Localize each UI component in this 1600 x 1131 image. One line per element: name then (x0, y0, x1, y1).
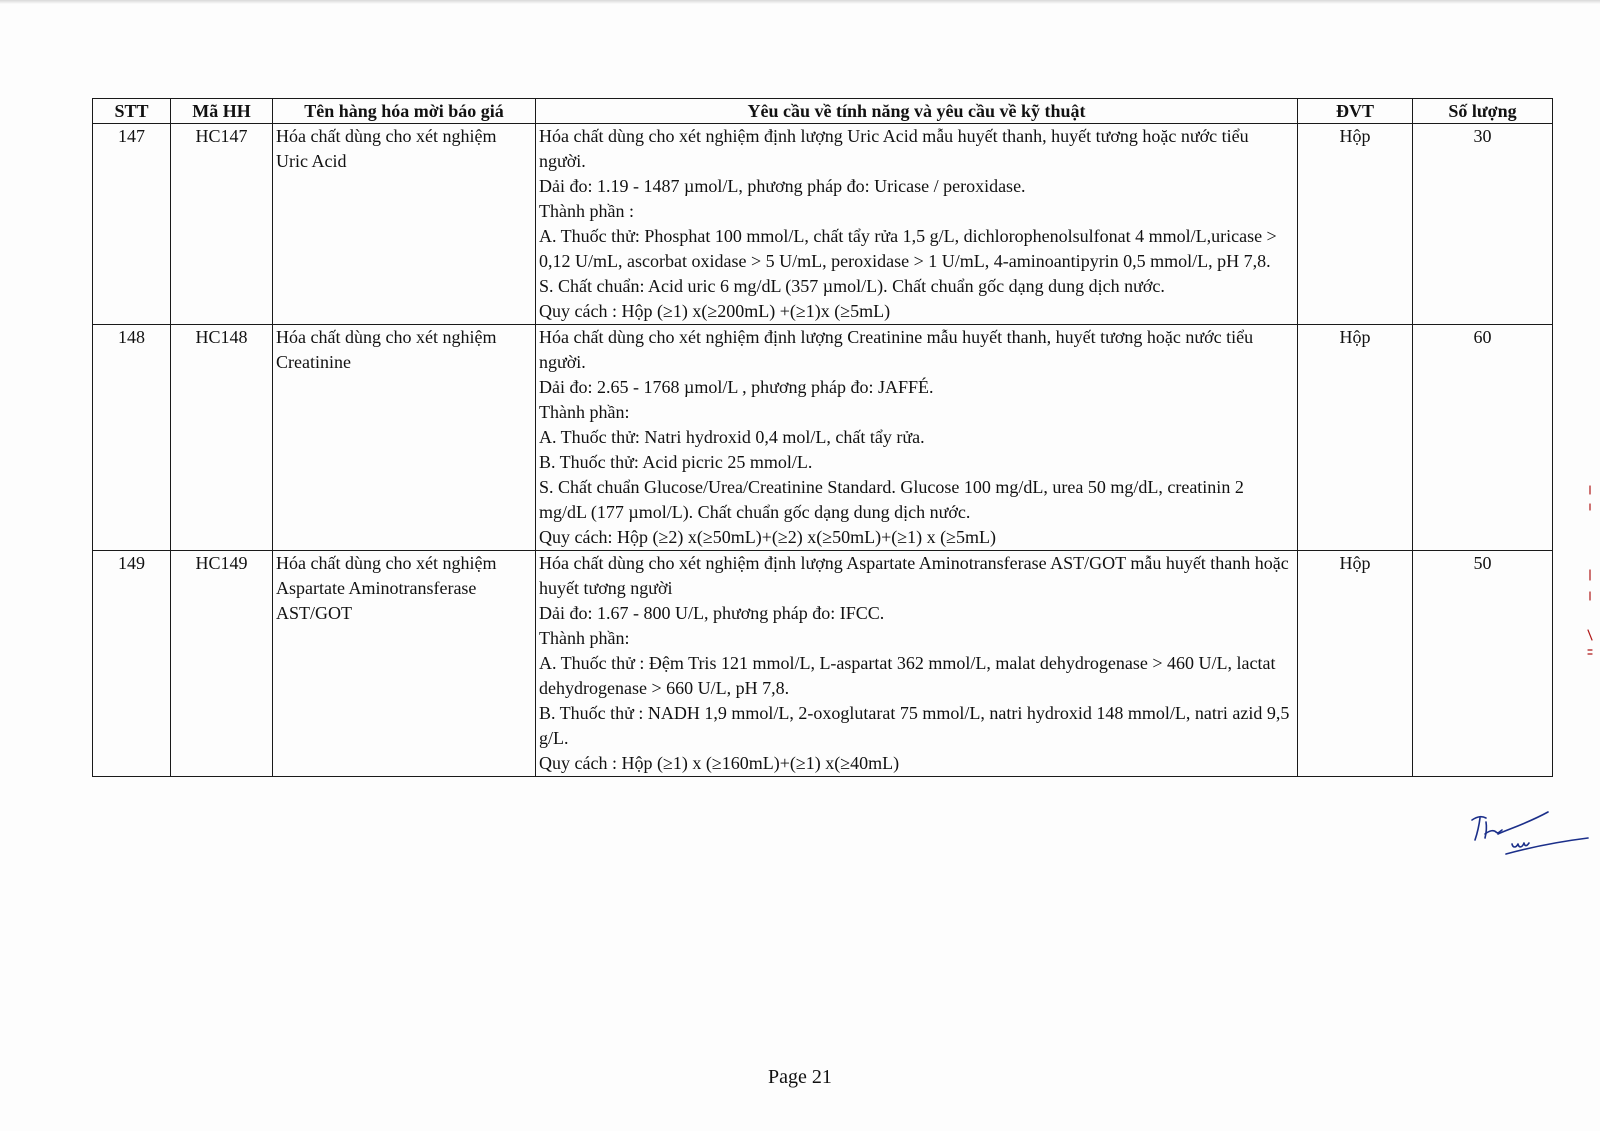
table-row (93, 551, 1553, 777)
row-stt: 149 (93, 551, 171, 777)
spec-line: Thành phần: (539, 402, 630, 422)
spec-line: Dải đo: 1.19 - 1487 µmol/L, phương pháp đo: Uricase / peroxidase. (539, 176, 1026, 196)
spec-line: Hóa chất dùng cho xét nghiệm định lượng Aspartate Aminotransferase AST/GOT mẫu huyết thanh hoặc huyết tương người (539, 553, 1289, 598)
header-qty: Số lượng (1413, 99, 1553, 124)
page-number: Page 21 (768, 1066, 832, 1088)
spec-line: B. Thuốc thử : NADH 1,9 mmol/L, 2-oxoglutarat 75 mmol/L, natri hydroxid 148 mmol/L, natri azid 9,5 g/L. (539, 703, 1290, 748)
table-row (93, 325, 1553, 551)
row-name: Hóa chất dùng cho xét nghiệm Uric Acid (273, 124, 536, 325)
spec-line: Quy cách: Hộp (≥2) x(≥50mL)+(≥2) x(≥50mL)+(≥1) x (≥5mL) (539, 527, 996, 547)
spec-line: Hóa chất dùng cho xét nghiệm định lượng Creatinine mẫu huyết thanh, huyết tương hoặc nước tiểu người. (539, 327, 1254, 372)
header-code: Mã HH (171, 99, 273, 124)
row-qty: 30 (1413, 124, 1553, 325)
row-code: HC147 (171, 124, 273, 325)
header-unit: ĐVT (1298, 99, 1413, 124)
spec-line: Thành phần: (539, 628, 630, 648)
table-header-row (93, 99, 1553, 124)
spec-line: A. Thuốc thử: Natri hydroxid 0,4 mol/L, chất tẩy rửa. (539, 427, 925, 447)
row-name: Hóa chất dùng cho xét nghiệm Aspartate Aminotransferase AST/GOT (273, 551, 536, 777)
row-unit: Hộp (1298, 551, 1413, 777)
spec-line: Quy cách : Hộp (≥1) x(≥200mL) +(≥1)x (≥5mL) (539, 301, 891, 321)
specification-table (92, 98, 1553, 777)
row-qty: 50 (1413, 551, 1553, 777)
header-spec: Yêu cầu về tính năng và yêu cầu về kỹ thuật (536, 99, 1298, 124)
margin-marks (1582, 480, 1598, 680)
row-unit: Hộp (1298, 325, 1413, 551)
spec-line: A. Thuốc thử : Đệm Tris 121 mmol/L, L-aspartat 362 mmol/L, malat dehydrogenase > 460 U/L, lactat dehydrogenase > 660 U/L, pH 7,8. (539, 653, 1276, 698)
spec-line: Dải đo: 2.65 - 1768 µmol/L , phương pháp đo: JAFFÉ. (539, 377, 934, 397)
table-row (93, 124, 1553, 325)
row-spec (536, 551, 1298, 777)
spec-line: S. Chất chuẩn: Acid uric 6 mg/dL (357 µmol/L). Chất chuẩn gốc dạng dung dịch nước. (539, 276, 1165, 296)
spec-line: Hóa chất dùng cho xét nghiệm định lượng Uric Acid mẫu huyết thanh, huyết tương hoặc nước tiểu người. (539, 126, 1249, 171)
scan-edge (0, 0, 1600, 4)
row-unit: Hộp (1298, 124, 1413, 325)
spec-line: Dải đo: 1.67 - 800 U/L, phương pháp đo: IFCC. (539, 603, 885, 623)
spec-line: Thành phần : (539, 201, 634, 221)
spec-line: S. Chất chuẩn Glucose/Urea/Creatinine Standard. Glucose 100 mg/dL, urea 50 mg/dL, creatinin 2 mg/dL (177 µmol/L). Chất chuẩn gốc dạng dung dịch nước. (539, 477, 1244, 522)
header-name: Tên hàng hóa mời báo giá (273, 99, 536, 124)
spec-line: A. Thuốc thử: Phosphat 100 mmol/L, chất tẩy rửa 1,5 g/L, dichlorophenolsulfonat 4 mmol/L,uricase > 0,12 U/mL, ascorbat oxidase > 5 U/mL, peroxidase > 1 U/mL, 4-aminoantipyrin 0,5 mmol/L, pH 7,8. (539, 226, 1277, 271)
row-stt: 148 (93, 325, 171, 551)
row-stt: 147 (93, 124, 171, 325)
row-code: HC149 (171, 551, 273, 777)
spec-line: B. Thuốc thử: Acid picric 25 mmol/L. (539, 452, 813, 472)
handwritten-signature (1466, 808, 1591, 868)
row-name: Hóa chất dùng cho xét nghiệm Creatinine (273, 325, 536, 551)
row-qty: 60 (1413, 325, 1553, 551)
row-code: HC148 (171, 325, 273, 551)
header-stt: STT (93, 99, 171, 124)
row-spec (536, 124, 1298, 325)
spec-line: Quy cách : Hộp (≥1) x (≥160mL)+(≥1) x(≥40mL) (539, 753, 900, 773)
row-spec (536, 325, 1298, 551)
